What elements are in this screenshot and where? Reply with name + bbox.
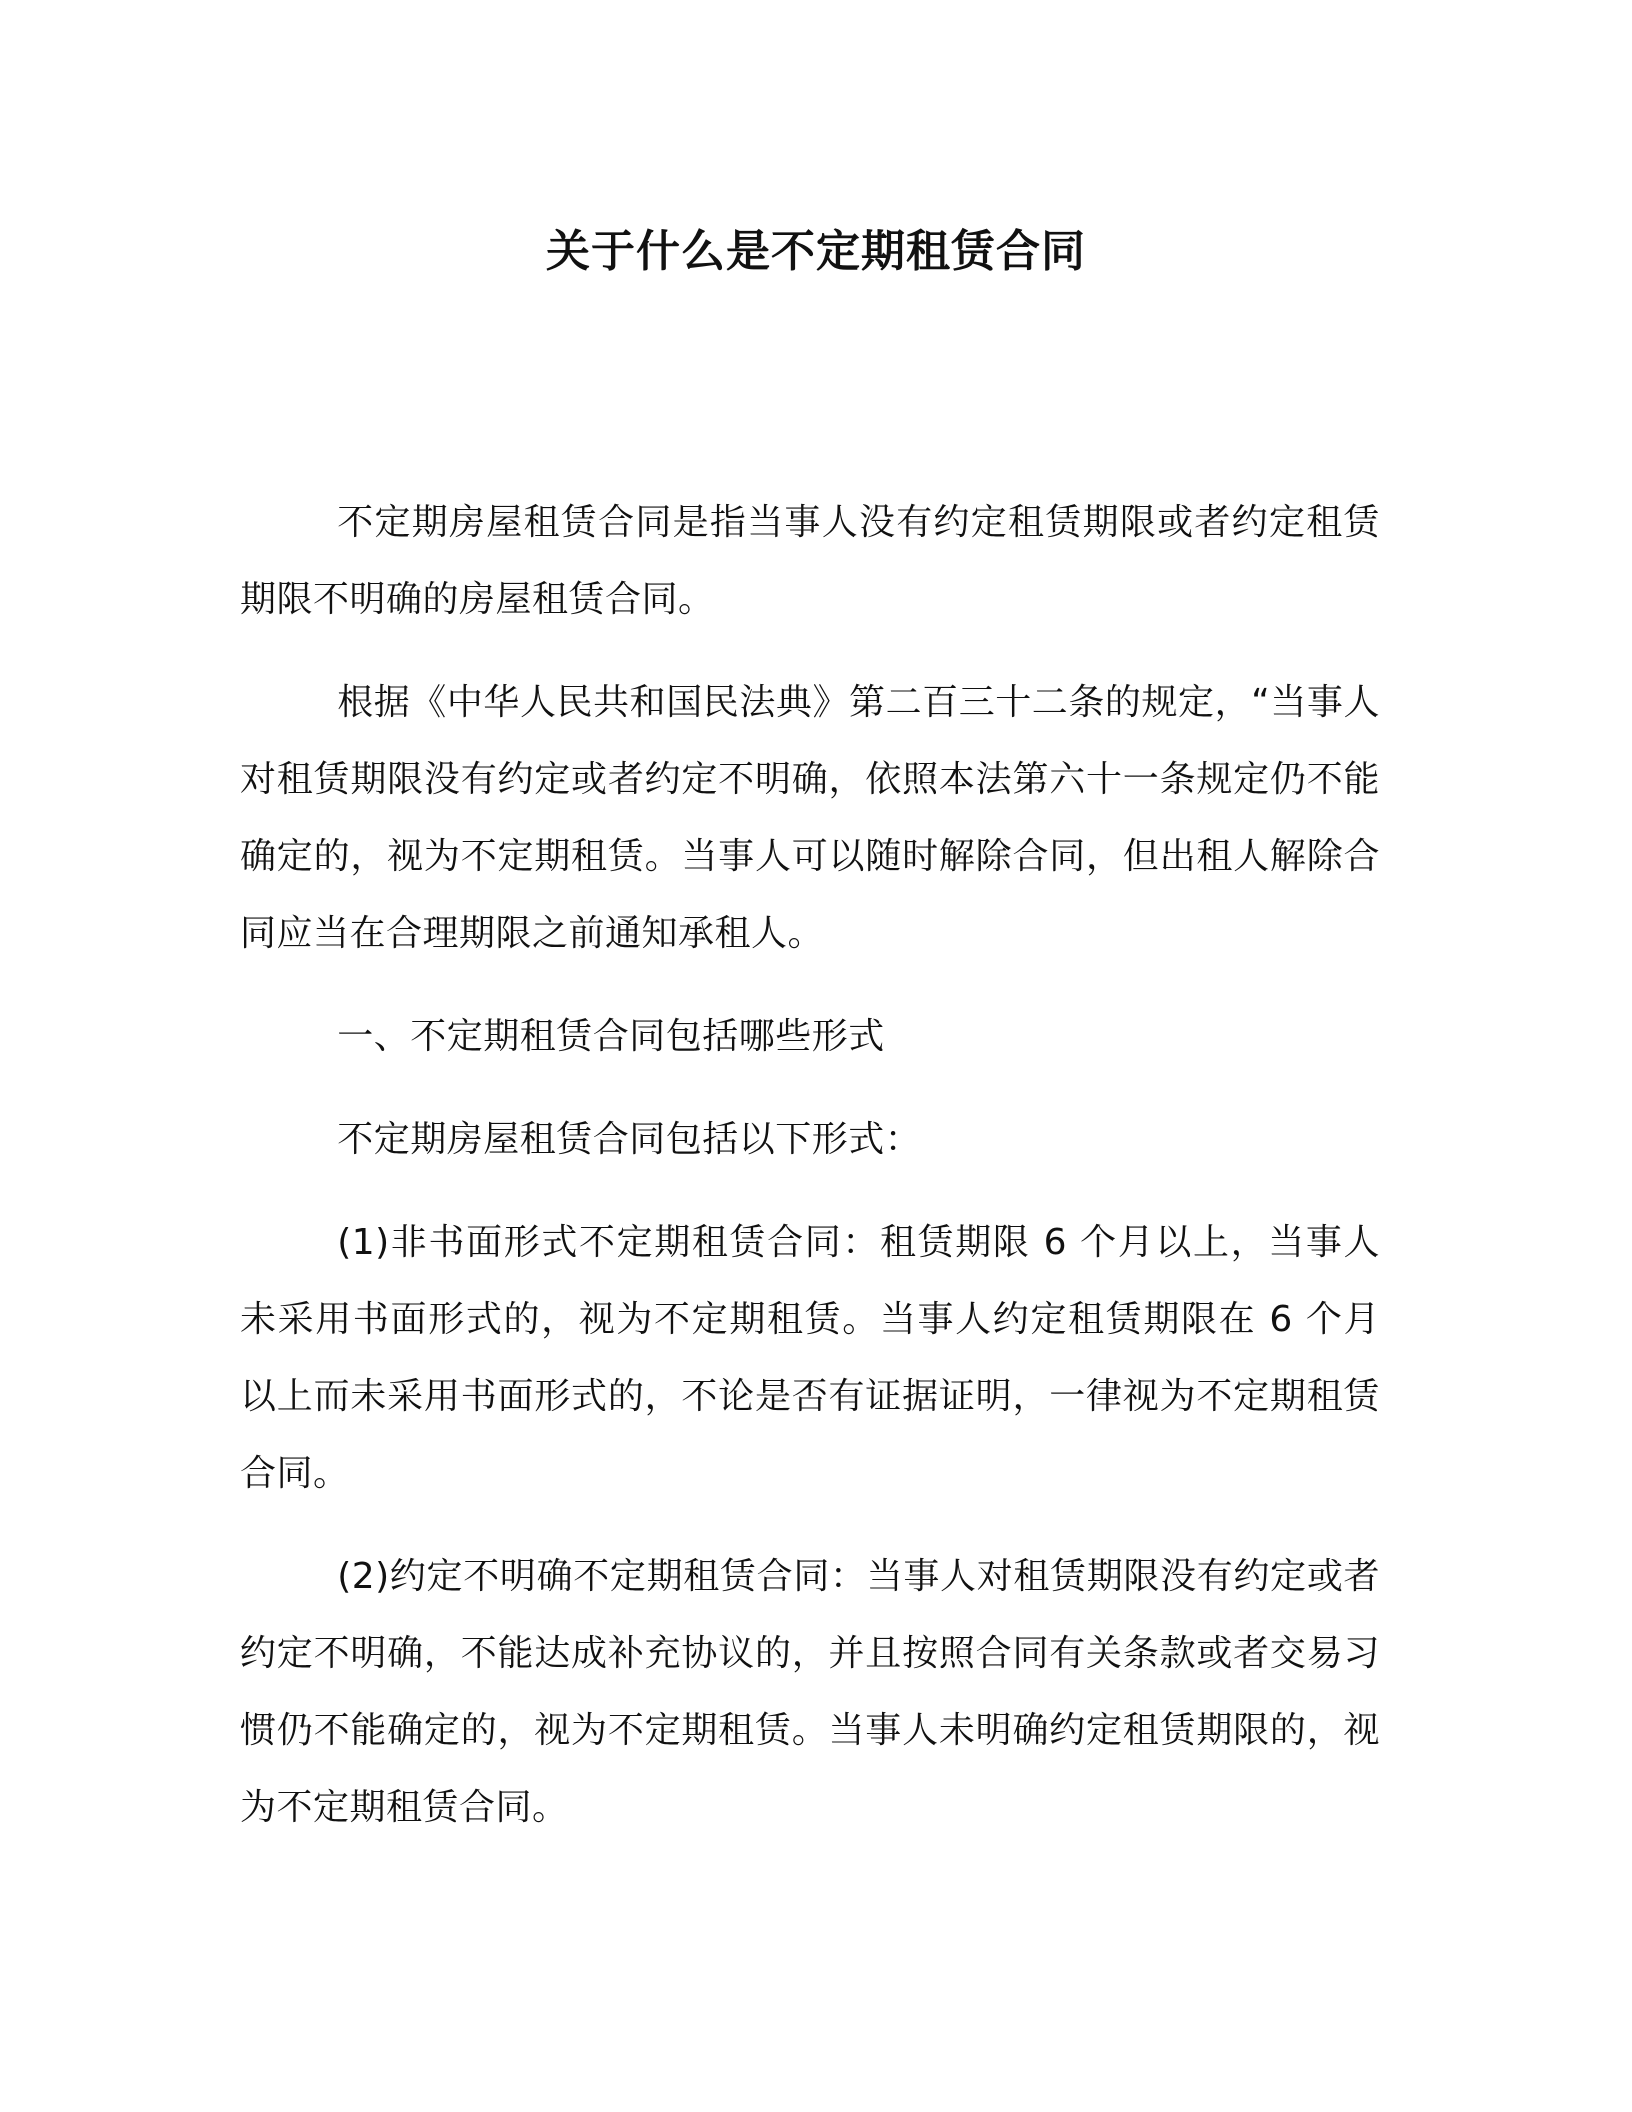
paragraph-legal-basis: 根据《中华人民共和国民法典》第二百三十二条的规定，“当事人对租赁期限没有约定或者约定不明确，依照本法第六十一条规定仍不能确定的，视为不定期租赁。当事人可以随时解除合同，但出租人解除合同应当在合理期限之前通知承租人。 [240, 682, 1380, 954]
document-body [240, 484, 1380, 1872]
document-title: 关于什么是不定期租赁合同 [546, 226, 1086, 277]
section-heading-forms: 一、不定期租赁合同包括哪些形式 [337, 1016, 885, 1057]
paragraph-form-2: (2)约定不明确不定期租赁合同：当事人对租赁期限没有约定或者约定不明确，不能达成补充协议的，并且按照合同有关条款或者交易习惯仍不能确定的，视为不定期租赁。当事人未明确约定租赁期限的，视为不定期租赁合同。 [240, 1556, 1380, 1828]
paragraph-form-1: (1)非书面形式不定期租赁合同：租赁期限 6 个月以上，当事人未采用书面形式的，视为不定期租赁。当事人约定租赁期限在 6 个月以上而未采用书面形式的，不论是否有证据证明，一律视为不定期租赁合同。 [240, 1222, 1380, 1494]
paragraph-definition: 不定期房屋租赁合同是指当事人没有约定租赁期限或者约定租赁期限不明确的房屋租赁合同。 [240, 502, 1380, 620]
paragraph-forms-intro: 不定期房屋租赁合同包括以下形式： [337, 1119, 922, 1160]
